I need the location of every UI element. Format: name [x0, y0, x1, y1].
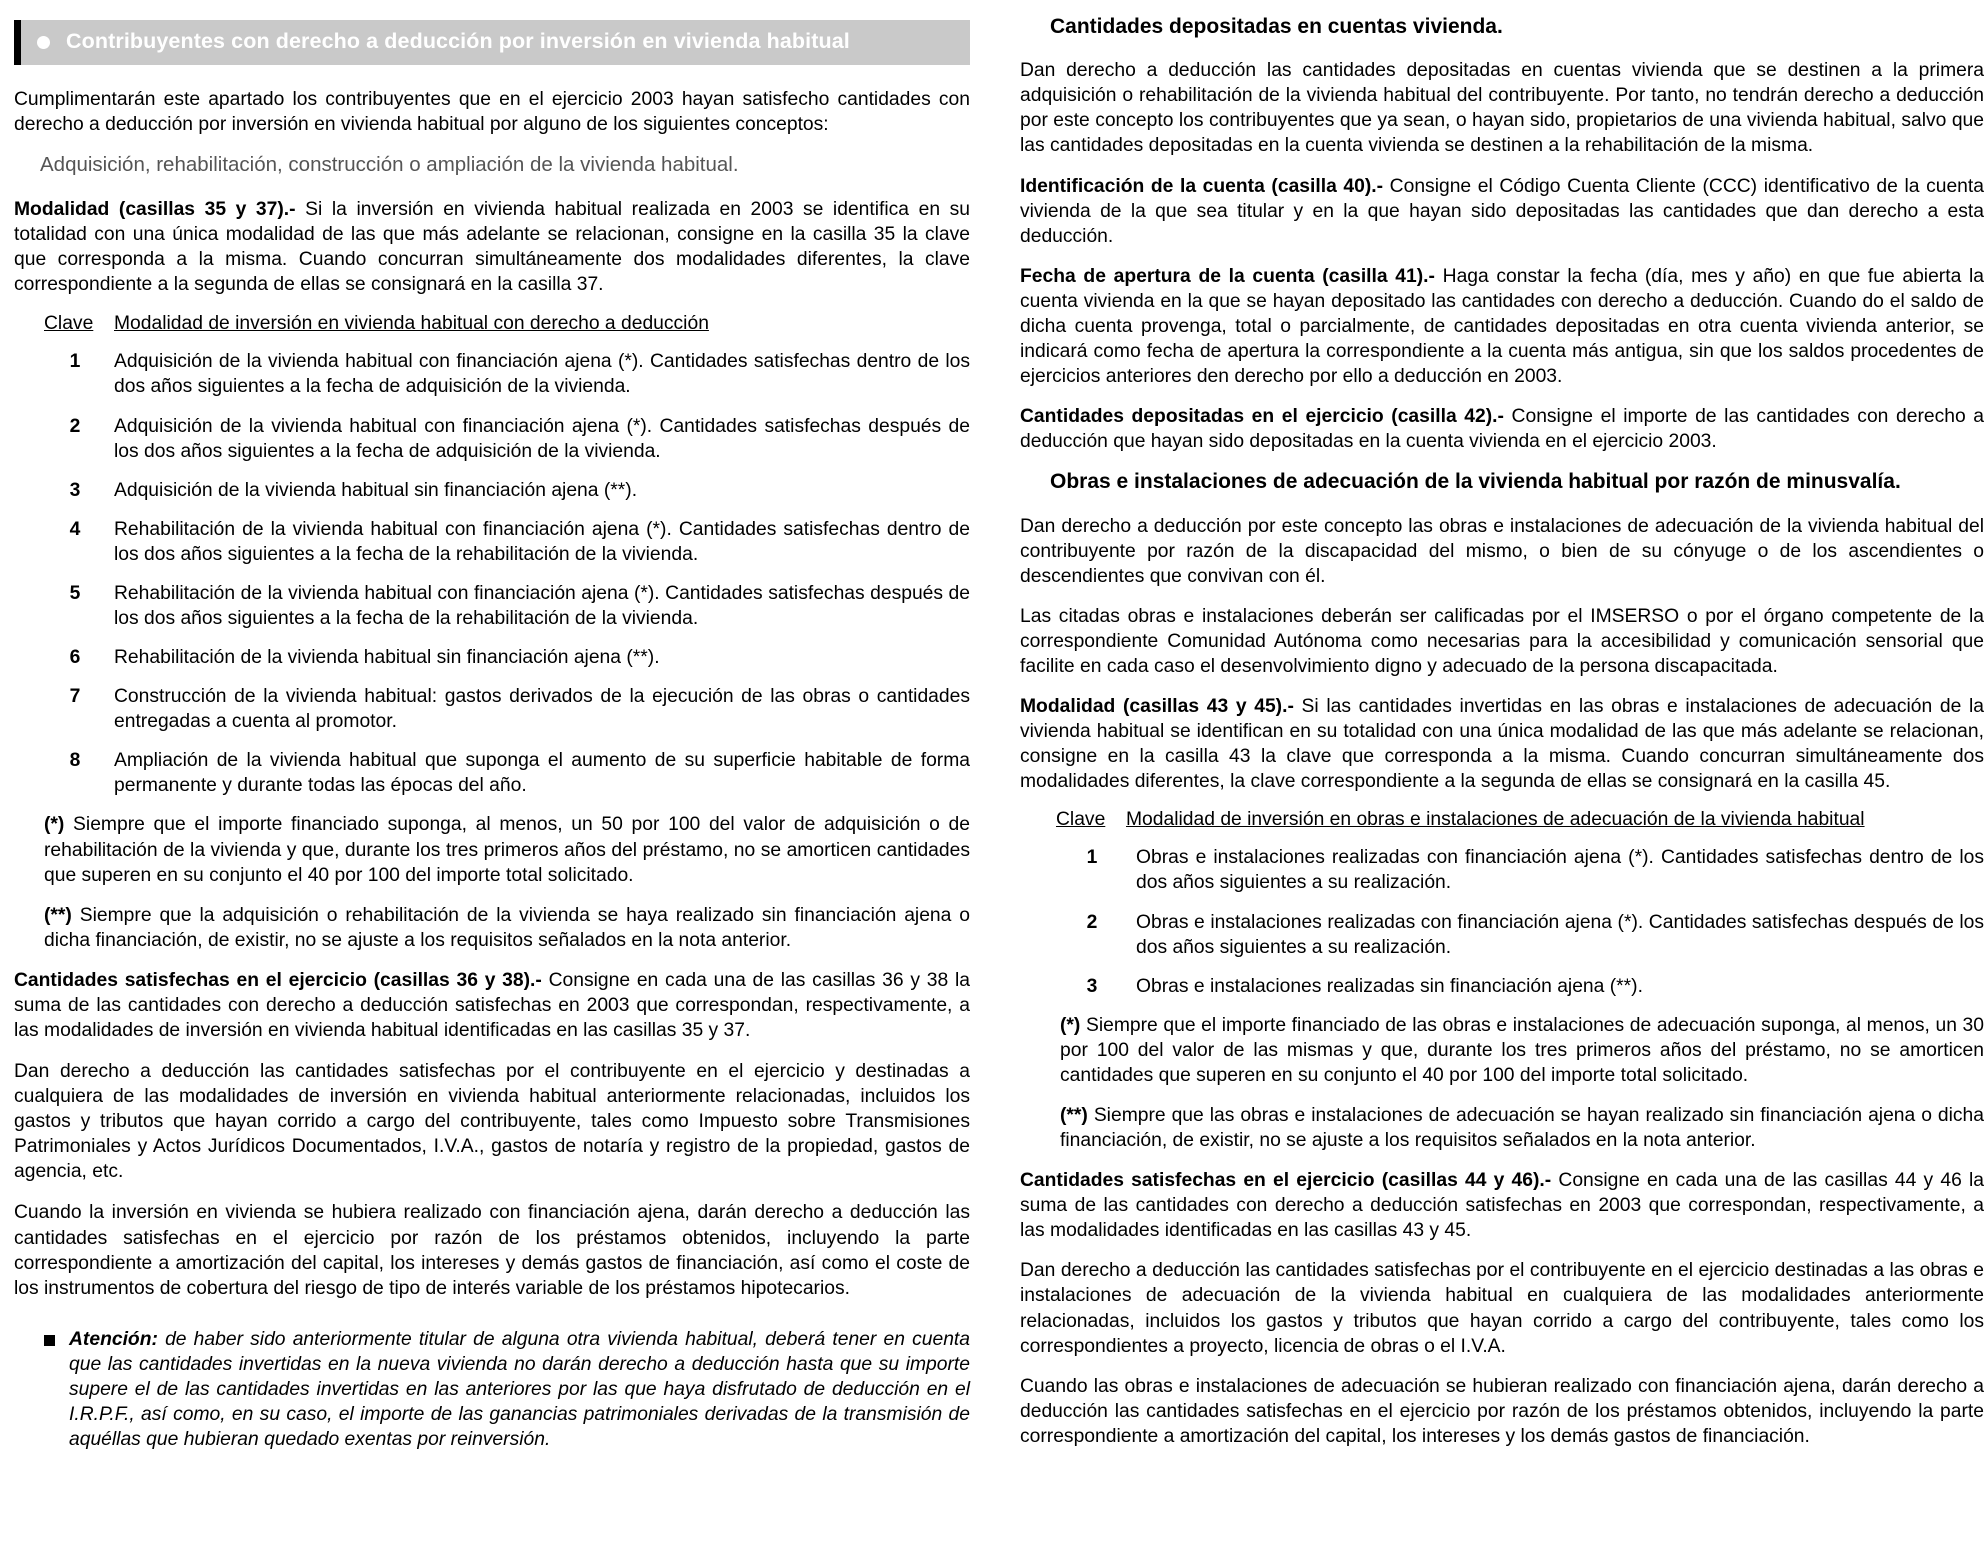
cantidades-paragraph: [14, 968, 970, 1043]
clave-number: 4: [69, 518, 81, 540]
clave-number: 2: [1086, 911, 1098, 933]
table-row: [14, 414, 970, 464]
square-bullet-icon: [44, 1335, 55, 1346]
table-row: [1020, 910, 1984, 960]
clave-number: 2: [69, 415, 81, 437]
footnote-one-obras: [1020, 1013, 1984, 1088]
footnote-two: [14, 903, 970, 953]
footnote-one-marker: (*): [44, 814, 65, 836]
clave-number: 1: [69, 351, 81, 373]
atencion-text-wrapper: [69, 1327, 970, 1452]
table-row: [1020, 974, 1984, 999]
clave-text: Adquisición de la vivienda habitual con financiación ajena (*). Cantidades satisfechas después de los dos años siguientes a la fecha de adquisición de la vivienda.: [114, 415, 970, 462]
section-title: Contribuyentes con derecho a deducción por inversión en vivienda habitual: [66, 29, 850, 53]
two-column-layout: [0, 10, 1984, 1464]
cantidades-obras-label: Cantidades satisfechas en el ejercicio (casillas 44 y 46).-: [1020, 1170, 1552, 1192]
clave-text: Ampliación de la vivienda habitual que suponga el aumento de su superficie habitable de forma permanente y durante todas las épocas del año.: [114, 750, 970, 797]
modalidad-text: Si la inversión en vivienda habitual realizada en 2003 se identifica en su totalidad con una única modalidad de las que más adelante se relacionan, consigne en la casilla 35 la clave que corresponda a la misma. Cuando concurran simultáneamente dos modalidades diferentes, la clave correspondiente a la segunda de ellas se consignará en la casilla 37.: [14, 199, 970, 296]
footnote-two-marker: (**): [44, 904, 72, 926]
footnote-one-marker: (*): [1060, 1014, 1081, 1036]
clave-number: 5: [69, 582, 81, 604]
modalidad-col-header: Modalidad de inversión en obras e instalaciones de adecuación de la vivienda habitual: [1126, 809, 1865, 831]
dan-derecho-obras-paragraph: Dan derecho a deducción las cantidades satisfechas por el contribuyente en el ejercicio destinadas a las obras e instalaciones de adecuación de la vivienda habitual en cualquiera de las modalidades anteriormente relacionadas, incluidos los gastos y tributos que hayan corrido a cargo del contribuyente, tales como los correspondientes a proyecto, licencia de obras o el I.V.A.: [1020, 1260, 1984, 1357]
fecha-apertura-text: Haga constar la fecha (día, mes y año) en que fue abierta la cuenta vivienda en la que se hayan depositado las cantidades con derecho a deducción. Cuando do el saldo de dicha cuenta provenga, total o parcialmente, de cantidades depositadas en otra cuenta vivienda anterior, se indicará como fecha de apertura la correspondiente a la cuenta más antigua, sin que los saldos procedentes de ejercicios anteriores den derecho por ello a deducción en 2003.: [1020, 265, 1984, 388]
left-column: [0, 10, 1000, 1452]
modalidad-obras-label: Modalidad (casillas 43 y 45).-: [1020, 696, 1294, 718]
intro-paragraph: Cumplimentarán este apartado los contribuyentes que en el ejercicio 2003 hayan satisfecho cantidades con derecho a deducción por inversión en vivienda habitual por alguno de los siguientes conceptos:: [14, 88, 970, 135]
bullet-icon: [37, 36, 50, 49]
clave-col-header: Clave: [1056, 809, 1106, 831]
cuentas-paragraph: Dan derecho a deducción las cantidades depositadas en cuentas vivienda que se destinen a la primera adquisición o rehabilitación de la vivienda habitual del contribuyente. Por tanto, no tendrán derecho a deducción por este concepto los contribuyentes que ya sean, o hayan sido, propietarios de una vivienda habitual, salvo que las cantidades depositadas en la cuenta vivienda se destinen a la rehabilitación de la misma.: [1020, 60, 1984, 157]
table-row: [14, 581, 970, 631]
table-row: [1020, 845, 1984, 895]
atencion-text: de haber sido anteriormente titular de alguna otra vivienda habitual, deberá tener en cuenta que las cantidades invertidas en la nueva vivienda no darán derecho a deducción hasta que su importe supere el de las cantidades invertidas en las anteriores por las que haya disfrutado de deducción en el I.R.P.F., así como, en su caso, el importe de las ganancias patrimoniales derivadas de la transmisión de aquéllas que hubieran quedado exentas por reinversión.: [69, 1328, 970, 1451]
cantidades-obras-text: Consigne en cada una de las casillas 44 y 46 la suma de las cantidades con derecho a deducción satisfechas en 2003 que correspondan, respectivamente, a las modalidades identificadas en las casillas 43 y 45.: [1020, 1170, 1984, 1242]
table-row: [14, 645, 970, 670]
footnote-two-obras: [1020, 1103, 1984, 1153]
table-row: [14, 478, 970, 503]
clave-table-header: [14, 313, 970, 335]
clave-text: Rehabilitación de la vivienda habitual con financiación ajena (*). Cantidades satisfechas después de los dos años siguientes a la fecha de la rehabilitación de la vivienda.: [114, 582, 970, 629]
clave-text: Adquisición de la vivienda habitual con financiación ajena (*). Cantidades satisfechas dentro de los dos años siguientes a la fecha de adquisición de la vivienda.: [114, 351, 970, 398]
clave-table-header-obras: [1020, 809, 1984, 831]
modalidad-paragraph: [14, 197, 970, 297]
section-header: [14, 20, 970, 65]
heading-obras-adecuacion: Obras e instalaciones de adecuación de la vivienda habitual por razón de minusvalía.: [1050, 470, 1901, 494]
depositadas-label: Cantidades depositadas en el ejercicio (casilla 42).-: [1020, 406, 1504, 428]
fecha-apertura-paragraph: [1020, 264, 1984, 389]
modalidad-label: Modalidad (casillas 35 y 37).-: [14, 199, 296, 221]
obras-paragraph-2: Las citadas obras e instalaciones deberán ser calificadas por el IMSERSO o por el órgano competente de la correspondiente Comunidad Autónoma como necesarias para la accesibilidad y comunicación sensorial que facilite en cada caso el desenvolvimiento digno y adecuado de la persona discapacitada.: [1020, 605, 1984, 677]
cantidades-text: Consigne en cada una de las casillas 36 y 38 la suma de las cantidades con derecho a deducción satisfechas en 2003 que correspondan, respectivamente, a las modalidades de inversión en vivienda habitual identificadas en las casillas 35 y 37.: [14, 969, 970, 1041]
clave-col-header: Clave: [44, 313, 94, 335]
footnote-one-text: Siempre que el importe financiado suponga, al menos, un 50 por 100 del valor de adquisición o de rehabilitación de la vivienda y que, durante los tres primeros años del préstamo, no se amorticen cantidades que superen en su conjunto el 40 por 100 del importe total solicitado.: [44, 814, 970, 886]
dan-derecho-paragraph: Dan derecho a deducción las cantidades satisfechas por el contribuyente en el ejercicio y destinadas a cualquiera de las modalidades de inversión en vivienda habitual anteriormente relacionadas, incluidos los gastos y tributos que hayan corrido a cargo del contribuyente, tales como Impuesto sobre Transmisiones Patrimoniales y Actos Jurídicos Documentados, I.V.A., gastos de notaría y registro de la propiedad, gastos de agencia, etc.: [14, 1061, 970, 1183]
identificacion-text: Consigne el Código Cuenta Cliente (CCC) identificativo de la cuenta vivienda de la que sea titular y en la que hayan sido depositadas las cantidades que dan derecho a esta deducción.: [1020, 175, 1984, 247]
table-row: [14, 517, 970, 567]
footnote-one: [14, 812, 970, 887]
modalidad-col-header: Modalidad de inversión en vivienda habitual con derecho a deducción: [114, 313, 709, 335]
table-row: [14, 748, 970, 798]
atencion-label: Atención:: [69, 1328, 158, 1350]
heading-cuentas-vivienda: Cantidades depositadas en cuentas vivienda.: [1050, 15, 1503, 38]
atencion-block: [14, 1327, 970, 1452]
concept-line: Adquisición, rehabilitación, construcción o ampliación de la vivienda habitual.: [40, 153, 739, 177]
clave-number: 8: [69, 750, 81, 772]
table-row: [14, 349, 970, 399]
clave-number: 3: [69, 479, 81, 501]
financiacion-paragraph: Cuando la inversión en vivienda se hubiera realizado con financiación ajena, darán derecho a deducción las cantidades satisfechas en el ejercicio por razón de los préstamos obtenidos, incluyendo la parte correspondiente a amortización del capital, los intereses y demás gastos de financiación, así como el coste de los instrumentos de cobertura del riesgo de tipo de interés variable de los préstamos hipotecarios.: [14, 1202, 970, 1299]
clave-text: Obras e instalaciones realizadas con financiación ajena (*). Cantidades satisfechas después de los dos años siguientes a su realización.: [1136, 911, 1984, 958]
clave-number: 7: [69, 686, 81, 708]
clave-text: Adquisición de la vivienda habitual sin financiación ajena (**).: [114, 479, 638, 501]
identificacion-label: Identificación de la cuenta (casilla 40).-: [1020, 175, 1384, 197]
clave-text: Rehabilitación de la vivienda habitual con financiación ajena (*). Cantidades satisfechas dentro de los dos años siguientes a la fecha de la rehabilitación de la vivienda.: [114, 518, 970, 565]
identificacion-paragraph: [1020, 174, 1984, 249]
clave-text: Construcción de la vivienda habitual: gastos derivados de la ejecución de las obras o cantidades entregadas a cuenta al promotor.: [114, 686, 970, 733]
right-column: [1000, 10, 1984, 1464]
clave-text: Rehabilitación de la vivienda habitual sin financiación ajena (**).: [114, 647, 660, 669]
depositadas-paragraph: [1020, 404, 1984, 454]
cantidades-obras-paragraph: [1020, 1168, 1984, 1243]
depositadas-text: Consigne el importe de las cantidades con derecho a deducción que hayan sido depositadas en la cuenta vivienda en el ejercicio 2003.: [1020, 406, 1984, 453]
obras-paragraph-1: Dan derecho a deducción por este concepto las obras e instalaciones de adecuación de la vivienda habitual del contribuyente por razón de la discapacidad del mismo, o bien de su cónyuge o de los ascendientes o descendientes que convivan con él.: [1020, 515, 1984, 587]
clave-number: 3: [1086, 975, 1098, 997]
clave-text: Obras e instalaciones realizadas sin financiación ajena (**).: [1136, 975, 1643, 997]
footnote-one-text: Siempre que el importe financiado de las obras e instalaciones de adecuación suponga, al menos, un 30 por 100 del valor de las mismas y que, durante los tres primeros años del préstamo, no se amorticen cantidades que superen en su conjunto el 40 por 100 del importe total solicitado.: [1060, 1014, 1984, 1086]
footnote-two-text: Siempre que la adquisición o rehabilitación de la vivienda se haya realizado sin financiación ajena o dicha financiación, de existir, no se ajuste a los requisitos señalados en la nota anterior.: [44, 904, 970, 951]
cantidades-label: Cantidades satisfechas en el ejercicio (casillas 36 y 38).-: [14, 969, 542, 991]
clave-text: Obras e instalaciones realizadas con financiación ajena (*). Cantidades satisfechas dentro de los dos años siguientes a su realización.: [1136, 847, 1984, 894]
table-row: [14, 684, 970, 734]
fecha-apertura-label: Fecha de apertura de la cuenta (casilla 41).-: [1020, 265, 1435, 287]
modalidad-obras-text: Si las cantidades invertidas en las obras e instalaciones de adecuación de la vivienda habitual se identifican en su totalidad con una única modalidad de las que más adelante se relacionan, consigne en la casilla 43 la clave que corresponda a la misma. Cuando concurran simultáneamente dos modalidades diferentes, la clave correspondiente a la segunda de ellas se consignará en la casilla 45.: [1020, 696, 1984, 793]
clave-number: 1: [1086, 847, 1098, 869]
footnote-two-text: Siempre que las obras e instalaciones de adecuación se hayan realizado sin financiación ajena o dicha financiación, de existir, no se ajuste a los requisitos señalados en la nota anterior.: [1060, 1105, 1984, 1152]
modalidad-obras-paragraph: [1020, 694, 1984, 794]
clave-number: 6: [69, 647, 81, 669]
footnote-two-marker: (**): [1060, 1105, 1088, 1126]
financiacion-obras-paragraph: Cuando las obras e instalaciones de adecuación se hubieran realizado con financiación ajena, darán derecho a deducción las cantidades satisfechas en el ejercicio por razón de los préstamos obtenidos, incluyendo la parte correspondiente a amortización del capital, los intereses y los demás gastos de financiación.: [1020, 1375, 1984, 1447]
